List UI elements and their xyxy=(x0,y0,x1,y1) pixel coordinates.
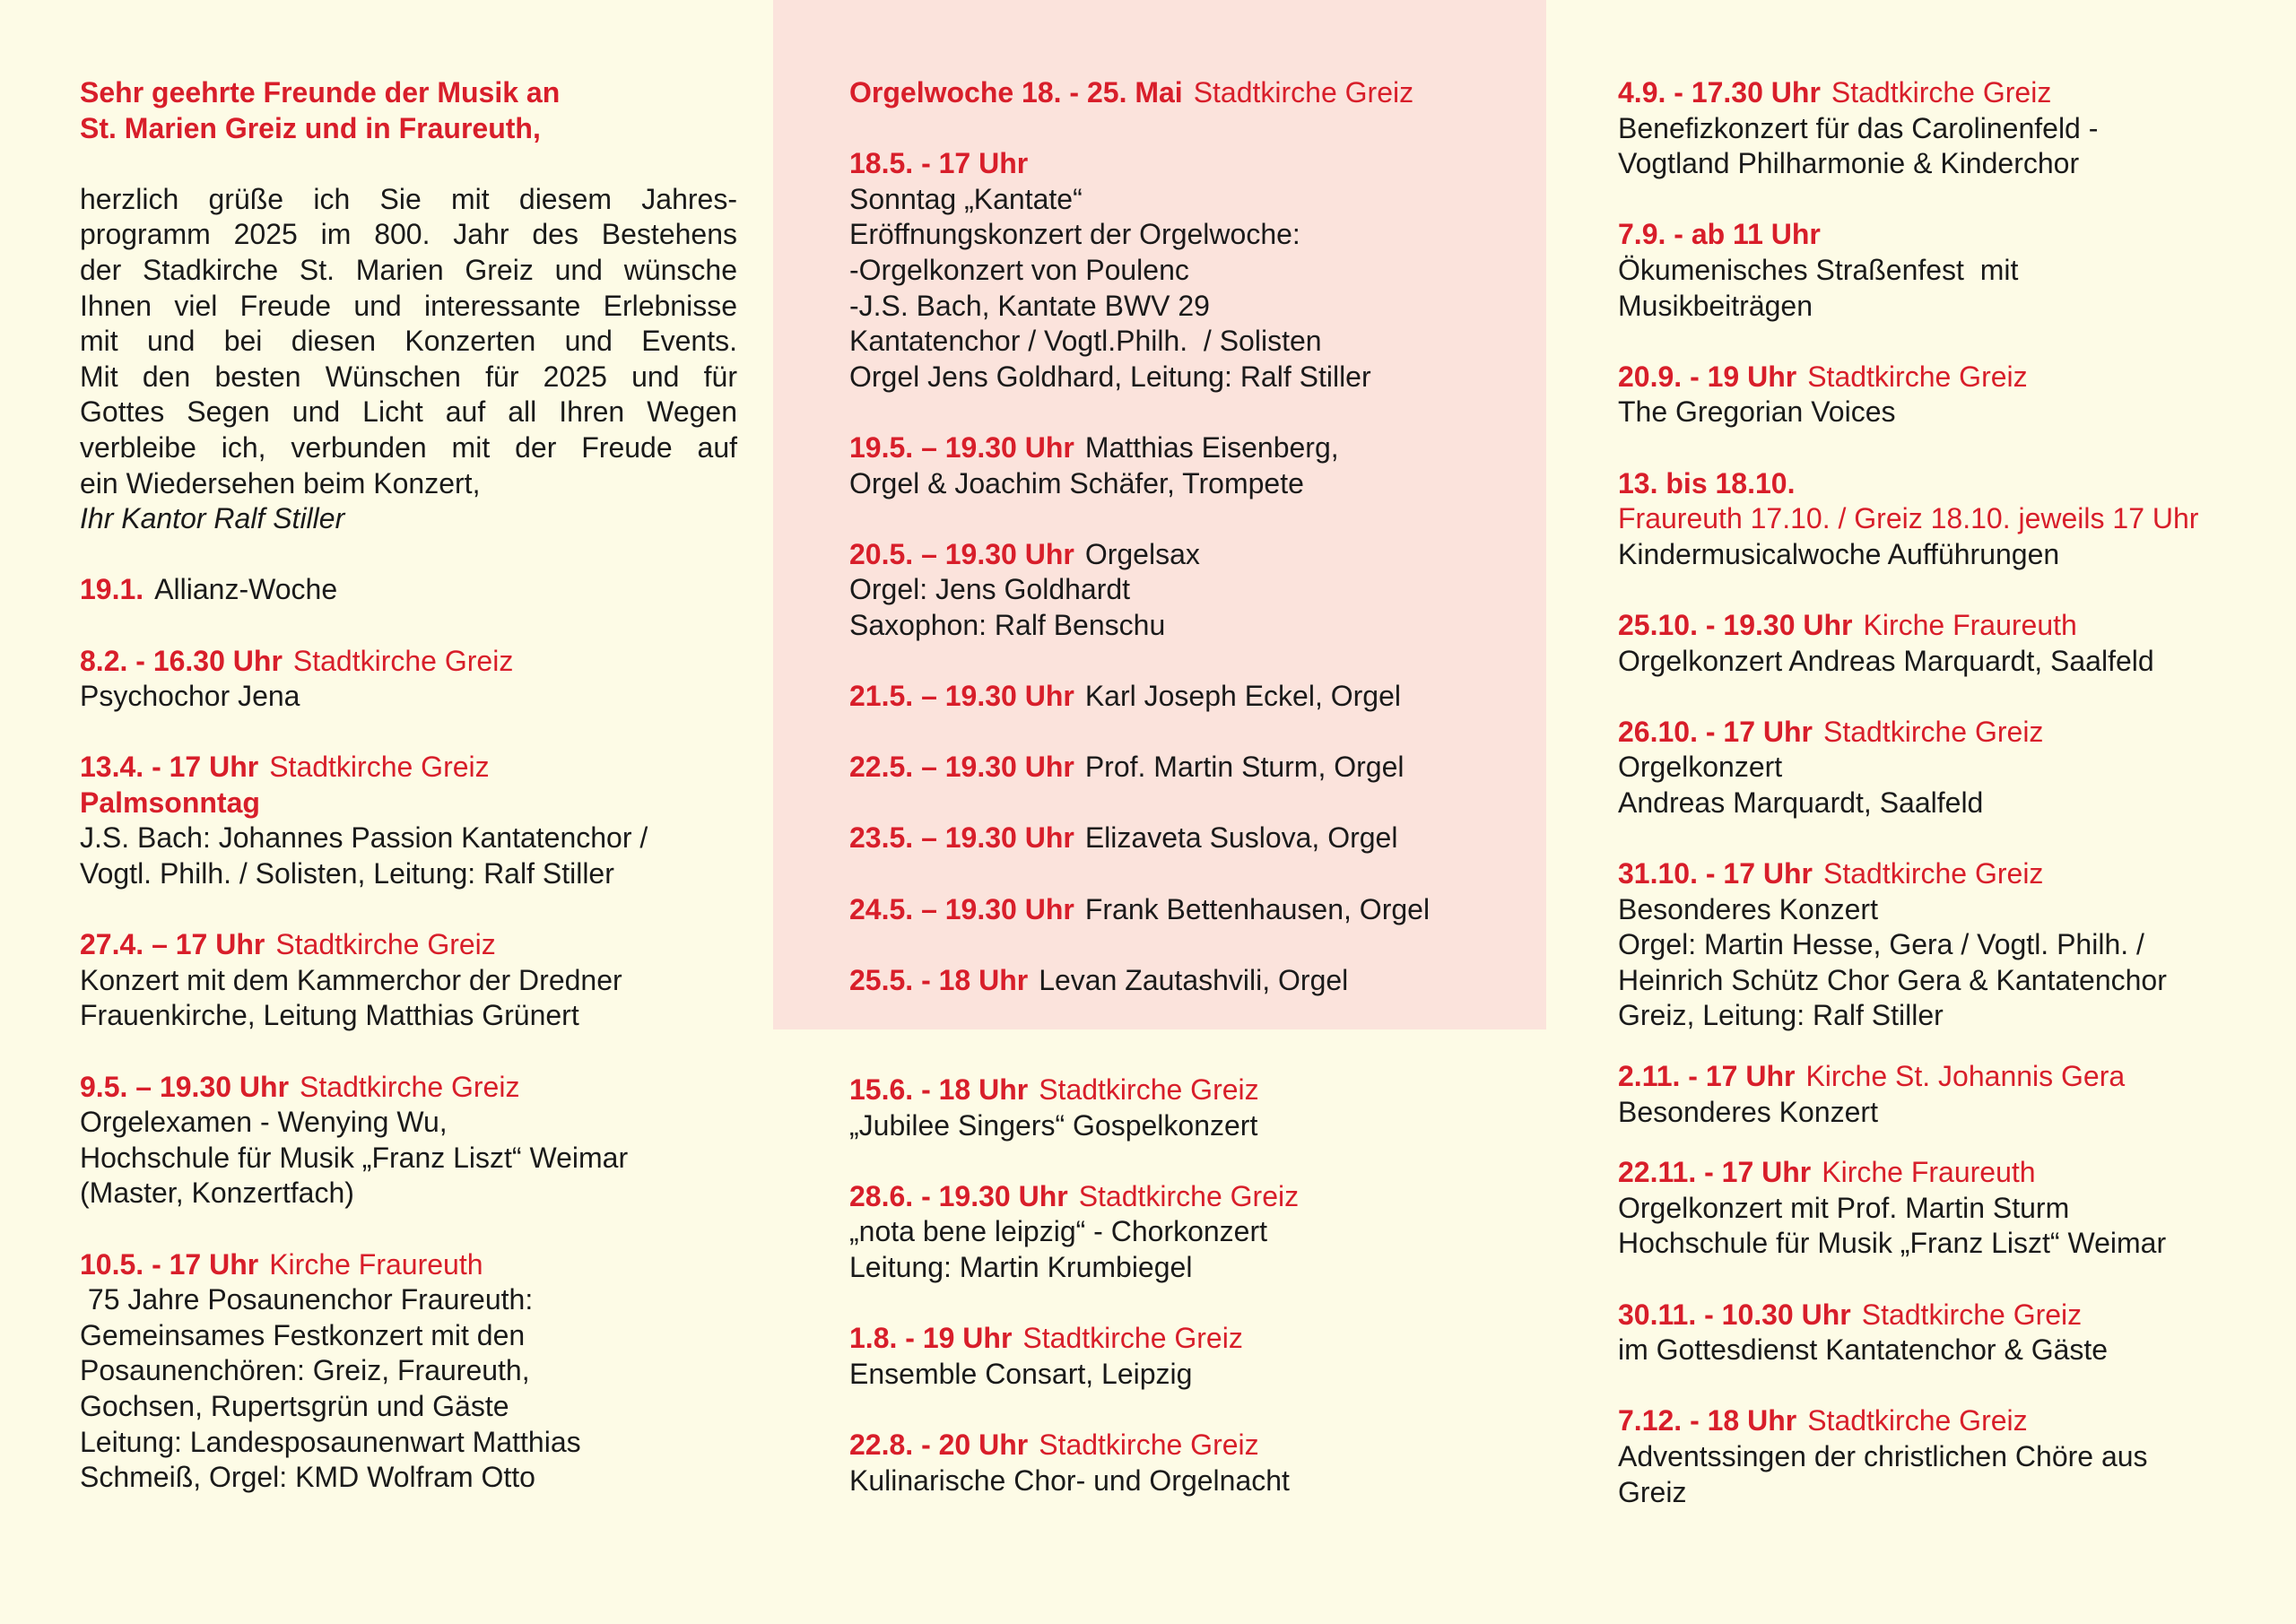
event-description-line: Kantatenchor / Vogtl.Philh. / Solisten xyxy=(849,325,1322,358)
event-venue: Stadtkirche Greiz xyxy=(292,644,514,677)
event-entry xyxy=(1618,1403,2296,1510)
event-description-line: Greiz xyxy=(1618,1475,1687,1508)
event-entry xyxy=(1618,1298,2296,1368)
event-entry xyxy=(1618,715,2296,821)
event-description-line: „Jubilee Singers“ Gospelkonzert xyxy=(849,1108,1258,1142)
event-date: 24.5. – 19.30 Uhr xyxy=(849,892,1074,925)
event-date: 23.5. – 19.30 Uhr xyxy=(849,821,1074,855)
event-description-line: Psychochor Jena xyxy=(80,680,300,713)
event-description-line: Hochschule für Musik „Franz Liszt“ Weimar xyxy=(80,1141,629,1174)
event-header xyxy=(80,1247,737,1283)
event-date: 20.5. – 19.30 Uhr xyxy=(849,537,1074,570)
organ-week-title: Orgelwoche 18. - 25. Mai xyxy=(849,76,1183,109)
intro-body xyxy=(80,182,737,537)
event-header xyxy=(80,1070,737,1106)
event-header xyxy=(1618,360,2296,395)
event-description-line: Vogtl. Philh. / Solisten, Leitung: Ralf Stiller xyxy=(80,857,614,890)
event-header xyxy=(80,644,737,680)
event-header xyxy=(849,1179,1546,1215)
event-entry xyxy=(849,537,1546,644)
event-description-line: J.S. Bach: Johannes Passion Kantatenchor / xyxy=(80,821,648,855)
event-date: 25.5. - 18 Uhr xyxy=(849,963,1029,996)
event-header xyxy=(1618,75,2296,111)
event-header xyxy=(849,750,1546,786)
event-description-line: Orgelkonzert Andreas Marquardt, Saalfeld xyxy=(1618,644,2154,677)
intro-heading-line: St. Marien Greiz und in Fraureuth, xyxy=(80,111,541,144)
event-description-line: -J.S. Bach, Kantate BWV 29 xyxy=(849,289,1210,322)
event-date: 13. bis 18.10. xyxy=(1618,466,1796,499)
event-entry xyxy=(1618,360,2296,430)
event-entry xyxy=(849,679,1546,715)
event-description-line: (Master, Konzertfach) xyxy=(80,1177,354,1210)
event-description-line: Saxophon: Ralf Benschu xyxy=(849,608,1166,641)
event-description-line: Orgel Jens Goldhard, Leitung: Ralf Stiller xyxy=(849,360,1371,393)
event-entry xyxy=(849,1428,1546,1498)
event-entry xyxy=(1618,856,2296,1034)
column-right xyxy=(1546,0,2296,1624)
event-description-line: Vogtland Philharmonie & Kinderchor xyxy=(1618,147,2080,180)
event-header xyxy=(1618,856,2296,892)
event-date: 20.9. - 19 Uhr xyxy=(1618,360,1797,393)
event-header xyxy=(849,1428,1546,1463)
event-date: 15.6. - 18 Uhr xyxy=(849,1073,1029,1106)
event-description-line: Adventssingen der christlichen Chöre aus xyxy=(1618,1439,2148,1472)
event-inline-text: Karl Joseph Eckel, Orgel xyxy=(1084,680,1401,713)
organ-week-venue: Stadtkirche Greiz xyxy=(1193,76,1414,109)
event-date: 2.11. - 17 Uhr xyxy=(1618,1060,1796,1093)
event-list-middle xyxy=(773,1029,1546,1498)
event-entry xyxy=(849,1321,1546,1392)
event-description-line: Orgelkonzert xyxy=(1618,751,1783,784)
event-description-line: Andreas Marquardt, Saalfeld xyxy=(1618,786,1984,819)
event-header xyxy=(80,750,737,786)
event-inline-text: Levan Zautashvili, Orgel xyxy=(1039,963,1349,996)
event-date: 22.11. - 17 Uhr xyxy=(1618,1156,1812,1189)
event-header xyxy=(849,679,1546,715)
intro-body-line: programm 2025 im 800. Jahr des Bestehens xyxy=(80,218,737,251)
event-entry xyxy=(1618,1155,2296,1262)
event-description-line: Schmeiß, Orgel: KMD Wolfram Otto xyxy=(80,1461,535,1494)
event-header xyxy=(1618,1155,2296,1191)
event-description-line: -Orgelkonzert von Poulenc xyxy=(849,253,1189,286)
event-description-line: Posaunenchören: Greiz, Fraureuth, xyxy=(80,1354,530,1387)
intro-signature: Ihr Kantor Ralf Stiller xyxy=(80,502,345,535)
event-description-line: Frauenkirche, Leitung Matthias Grünert xyxy=(80,999,579,1032)
event-header xyxy=(849,1073,1546,1108)
event-date: 18.5. - 17 Uhr xyxy=(849,147,1029,180)
intro-heading-line: Sehr geehrte Freunde der Musik an xyxy=(80,76,561,109)
event-subtitle: Palmsonntag xyxy=(80,786,260,819)
event-date: 7.12. - 18 Uhr xyxy=(1618,1404,1797,1437)
event-description-line: Orgelkonzert mit Prof. Martin Sturm xyxy=(1618,1191,2070,1224)
event-description-line: Gemeinsames Festkonzert mit den xyxy=(80,1318,526,1351)
event-entry xyxy=(849,1179,1546,1286)
intro-body-line: Ihnen viel Freude und interessante Erlebnisse xyxy=(80,289,737,322)
event-list-right xyxy=(1618,75,2296,1510)
event-header xyxy=(1618,466,2296,502)
column-middle xyxy=(773,0,1546,1624)
event-entry xyxy=(1618,608,2296,679)
event-venue: Stadtkirche Greiz xyxy=(1823,715,2044,748)
event-entry xyxy=(849,430,1546,501)
event-entry xyxy=(80,644,737,715)
event-description-line: Gochsen, Rupertsgrün und Gäste xyxy=(80,1389,509,1422)
event-header xyxy=(1618,608,2296,644)
intro-body-line: der Stadkirche St. Marien Greiz und wünsche xyxy=(80,253,737,286)
intro-body-line: Gottes Segen und Licht auf all Ihren Wegen xyxy=(80,395,737,429)
event-venue: Kirche Fraureuth xyxy=(269,1247,483,1281)
event-description-line: Musikbeiträgen xyxy=(1618,289,1813,322)
event-description-line: Orgel: Martin Hesse, Gera / Vogtl. Philh. / xyxy=(1618,928,2144,961)
event-venue: Stadtkirche Greiz xyxy=(1078,1179,1300,1212)
event-date: 26.10. - 17 Uhr xyxy=(1618,715,1813,748)
event-description-line: Hochschule für Musik „Franz Liszt“ Weimar xyxy=(1618,1227,2167,1260)
event-description-line: Kindermusicalwoche Aufführungen xyxy=(1618,537,2060,570)
event-description-line: The Gregorian Voices xyxy=(1618,395,1896,429)
intro-heading xyxy=(80,75,737,146)
event-header xyxy=(80,572,737,608)
event-entry xyxy=(80,572,737,608)
organ-week-events xyxy=(849,146,1546,998)
event-venue: Kirche Fraureuth xyxy=(1863,608,2077,641)
event-date: 28.6. - 19.30 Uhr xyxy=(849,1179,1068,1212)
event-description-line: Leitung: Landesposaunenwart Matthias xyxy=(80,1425,581,1458)
organ-week-panel xyxy=(773,0,1546,1029)
event-venue: Kirche St. Johannis Gera xyxy=(1805,1060,2126,1093)
intro-body-line: verbleibe ich, verbunden mit der Freude auf xyxy=(80,430,737,464)
event-date: 22.8. - 20 Uhr xyxy=(849,1428,1029,1461)
event-date: 9.5. – 19.30 Uhr xyxy=(80,1070,290,1103)
event-header xyxy=(849,537,1546,573)
event-venue: Stadtkirche Greiz xyxy=(1807,360,2028,393)
intro-body-line: herzlich grüße ich Sie mit diesem Jahres- xyxy=(80,182,737,215)
event-inline-text: Frank Bettenhausen, Orgel xyxy=(1084,892,1431,925)
event-venue: Stadtkirche Greiz xyxy=(1022,1322,1243,1355)
event-date: 7.9. - ab 11 Uhr xyxy=(1618,218,1821,251)
event-venue: Stadtkirche Greiz xyxy=(275,928,496,961)
event-description-line: Ökumenisches Straßenfest mit xyxy=(1618,253,2019,286)
event-date: 13.4. - 17 Uhr xyxy=(80,751,259,784)
event-entry xyxy=(849,1073,1546,1143)
event-header xyxy=(849,821,1546,856)
event-date: 21.5. – 19.30 Uhr xyxy=(849,680,1074,713)
event-entry xyxy=(80,1247,737,1496)
event-description-line: Benefizkonzert für das Carolinenfeld - xyxy=(1618,111,2099,144)
event-venue: Kirche Fraureuth xyxy=(1822,1156,2036,1189)
event-venue: Stadtkirche Greiz xyxy=(1823,857,2044,890)
event-entry xyxy=(1618,1059,2296,1130)
event-description-line: Heinrich Schütz Chor Gera & Kantatenchor xyxy=(1618,963,2167,996)
event-description-line: im Gottesdienst Kantatenchor & Gäste xyxy=(1618,1333,2109,1367)
event-entry xyxy=(80,927,737,1034)
event-date: 27.4. – 17 Uhr xyxy=(80,928,265,961)
event-date: 19.1. xyxy=(80,573,144,606)
event-header xyxy=(849,1321,1546,1357)
event-inline-text: Prof. Martin Sturm, Orgel xyxy=(1084,751,1405,784)
event-entry xyxy=(1618,466,2296,573)
intro-body-line: mit und bei diesen Konzerten und Events. xyxy=(80,325,737,358)
event-header xyxy=(849,963,1546,999)
event-description-line: Konzert mit dem Kammerchor der Dredner xyxy=(80,963,622,996)
event-entry xyxy=(849,821,1546,856)
event-header xyxy=(1618,217,2296,253)
event-description-line: „nota bene leipzig“ - Chorkonzert xyxy=(849,1215,1268,1248)
event-inline-text: Elizaveta Suslova, Orgel xyxy=(1084,821,1398,855)
event-entry xyxy=(1618,75,2296,182)
event-inline-text: Orgelsax xyxy=(1084,537,1200,570)
event-entry xyxy=(80,750,737,891)
event-description-line: Ensemble Consart, Leipzig xyxy=(849,1357,1193,1390)
event-date: 10.5. - 17 Uhr xyxy=(80,1247,259,1281)
intro-body-line: Mit den besten Wünschen für 2025 und für xyxy=(80,360,737,393)
event-venue: Stadtkirche Greiz xyxy=(1039,1073,1259,1106)
event-date: 22.5. – 19.30 Uhr xyxy=(849,751,1074,784)
event-entry xyxy=(849,146,1546,395)
event-entry xyxy=(849,750,1546,786)
event-description-line: Greiz, Leitung: Ralf Stiller xyxy=(1618,999,1944,1032)
event-venue: Stadtkirche Greiz xyxy=(1861,1298,2083,1331)
event-venue: Stadtkirche Greiz xyxy=(1039,1428,1259,1461)
event-description-line: Kulinarische Chor- und Orgelnacht xyxy=(849,1463,1290,1497)
event-header xyxy=(849,892,1546,928)
event-entry xyxy=(1618,217,2296,324)
event-description-line: Besonderes Konzert xyxy=(1618,892,1878,925)
event-venue: Stadtkirche Greiz xyxy=(300,1070,520,1103)
event-dates-detail: Fraureuth 17.10. / Greiz 18.10. jeweils 17 Uhr xyxy=(1618,502,2199,535)
event-header xyxy=(1618,1298,2296,1333)
event-entry xyxy=(849,892,1546,928)
column-left xyxy=(0,0,773,1624)
event-date: 25.10. - 19.30 Uhr xyxy=(1618,608,1853,641)
event-list-left xyxy=(80,572,737,1495)
event-date: 8.2. - 16.30 Uhr xyxy=(80,644,283,677)
event-header xyxy=(80,927,737,963)
event-header xyxy=(849,430,1546,466)
event-inline-text: Matthias Eisenberg, xyxy=(1084,430,1339,464)
organ-week-header xyxy=(849,75,1546,111)
event-description-line: Besonderes Konzert xyxy=(1618,1095,1878,1128)
event-venue: Stadtkirche Greiz xyxy=(1831,76,2052,109)
intro-body-line: ein Wiedersehen beim Konzert, xyxy=(80,466,481,499)
event-venue: Stadtkirche Greiz xyxy=(269,751,490,784)
event-description-line: Orgel & Joachim Schäfer, Trompete xyxy=(849,466,1304,499)
event-date: 31.10. - 17 Uhr xyxy=(1618,857,1813,890)
event-entry xyxy=(849,963,1546,999)
event-date: 1.8. - 19 Uhr xyxy=(849,1322,1013,1355)
event-entry xyxy=(80,1070,737,1211)
event-header xyxy=(1618,1403,2296,1439)
event-inline-text: Allianz-Woche xyxy=(154,573,338,606)
event-venue: Stadtkirche Greiz xyxy=(1807,1404,2028,1437)
event-description-line: Eröffnungskonzert der Orgelwoche: xyxy=(849,218,1300,251)
event-description-line: 75 Jahre Posaunenchor Fraureuth: xyxy=(80,1283,534,1316)
event-description-line: Orgelexamen - Wenying Wu, xyxy=(80,1106,448,1139)
event-header xyxy=(849,146,1546,182)
event-header xyxy=(1618,715,2296,751)
event-date: 19.5. – 19.30 Uhr xyxy=(849,430,1074,464)
event-header xyxy=(1618,1059,2296,1095)
event-description-line: Sonntag „Kantate“ xyxy=(849,182,1083,215)
event-date: 4.9. - 17.30 Uhr xyxy=(1618,76,1821,109)
event-description-line: Leitung: Martin Krumbiegel xyxy=(849,1250,1193,1283)
event-description-line: Orgel: Jens Goldhardt xyxy=(849,573,1131,606)
event-date: 30.11. - 10.30 Uhr xyxy=(1618,1298,1851,1331)
